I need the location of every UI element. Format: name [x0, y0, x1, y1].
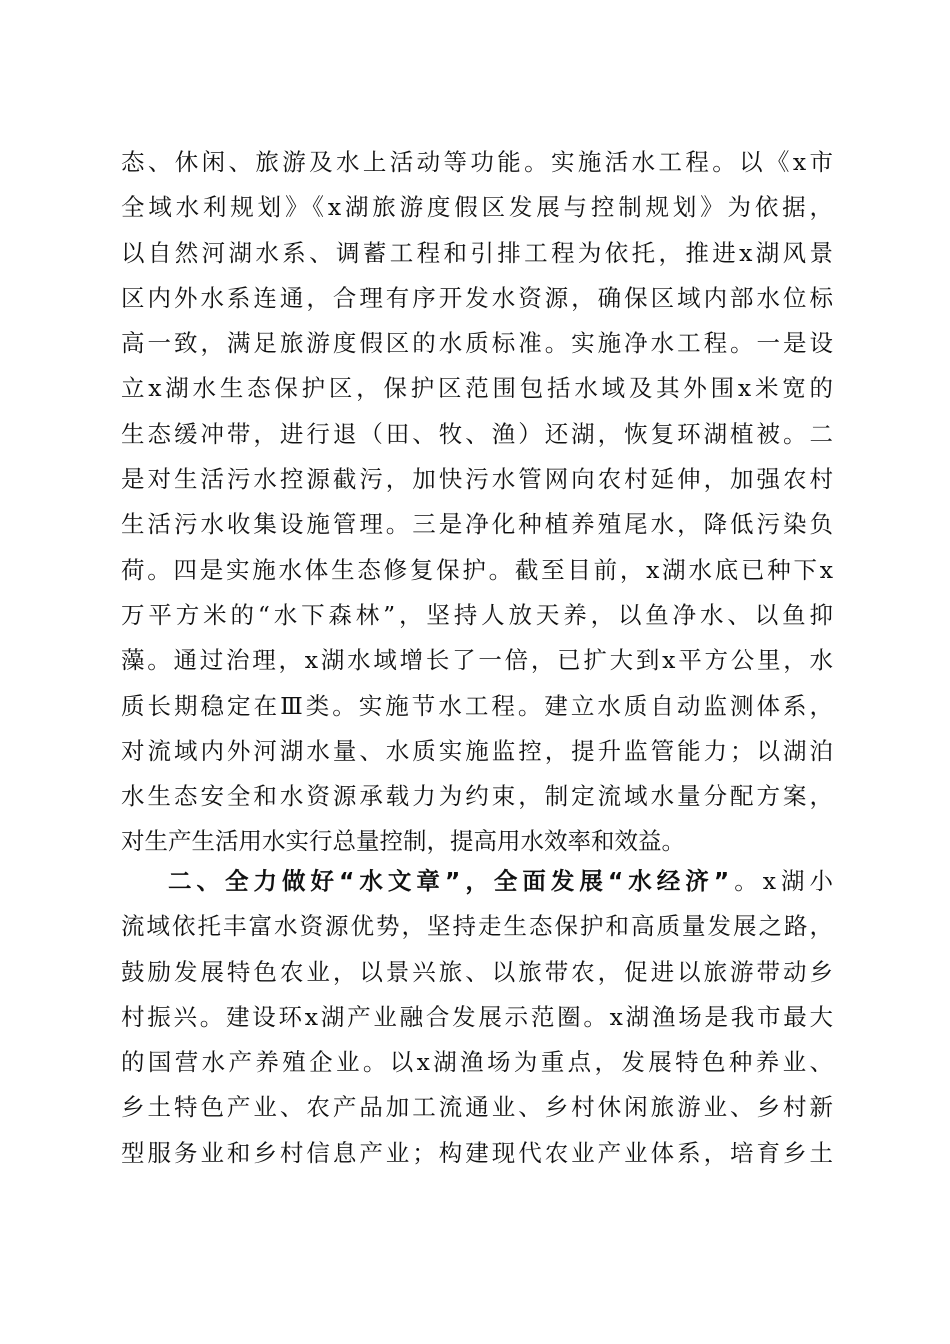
text-line: 以自然河湖水系、调蓄工程和引排工程为依托，推进x湖风景: [121, 238, 833, 267]
text-line: 是对生活污水控源截污，加快污水管网向农村延伸，加强农村: [121, 465, 833, 494]
text-line: 全域水利规划》《x湖旅游度假区发展与控制规划》为依据，: [121, 193, 833, 222]
text-line: 质长期稳定在Ⅲ类。实施节水工程。建立水质自动监测体系，: [121, 691, 833, 720]
text-line: 藻。通过治理，x湖水域增长了一倍，已扩大到x平方公里，水: [121, 646, 833, 675]
text-line: 村振兴。建设环x湖产业融合发展示范圈。x湖渔场是我市最大: [121, 1002, 833, 1031]
paragraph-water-economy: [121, 859, 833, 1176]
text-line: 型服务业和乡村信息产业；构建现代农业产业体系，培育乡土: [121, 1138, 833, 1167]
heading-line-rest: 。x湖小: [729, 867, 833, 895]
text-line: 万平方米的“水下森林”，坚持人放天养，以鱼净水、以鱼抑: [121, 600, 833, 629]
text-line: 鼓励发展特色农业，以景兴旅、以旅带农，促进以旅游带动乡: [121, 957, 833, 986]
text-line: 生活污水收集设施管理。三是净化种植养殖尾水，降低污染负: [121, 510, 833, 539]
text-line: 乡土特色产业、农产品加工流通业、乡村休闲旅游业、乡村新: [121, 1093, 833, 1122]
text-line: 高一致，满足旅游度假区的水质标准。实施净水工程。一是设: [121, 329, 833, 358]
paragraph-water-projects: [121, 140, 833, 865]
section-heading: 二、全力做好“水文章”，全面发展“水经济”: [168, 867, 730, 895]
text-line: 立x湖水生态保护区，保护区范围包括水域及其外围x米宽的: [121, 374, 833, 403]
text-line: 态、休闲、旅游及水上活动等功能。实施活水工程。以《x市: [121, 148, 833, 176]
text-line: 对流域内外河湖水量、水质实施监控，提升监管能力；以湖泊: [121, 736, 833, 765]
text-line: 的国营水产养殖企业。以x湖渔场为重点，发展特色种养业、: [121, 1048, 833, 1077]
text-line: 区内外水系连通，合理有序开发水资源，确保区域内部水位标: [121, 283, 833, 312]
text-line: 对生产生活用水实行总量控制，提高用水效率和效益。: [121, 827, 685, 856]
text-line: 流域依托丰富水资源优势，坚持走生态保护和高质量发展之路，: [121, 912, 833, 941]
heading-line: [121, 859, 833, 904]
text-line: 水生态安全和水资源承载力为约束，制定流域水量分配方案，: [121, 782, 833, 811]
text-line: 荷。四是实施水体生态修复保护。截至目前，x湖水底已种下x: [121, 555, 833, 584]
text-line: 生态缓冲带，进行退（田、牧、渔）还湖，恢复环湖植被。二: [121, 419, 833, 448]
